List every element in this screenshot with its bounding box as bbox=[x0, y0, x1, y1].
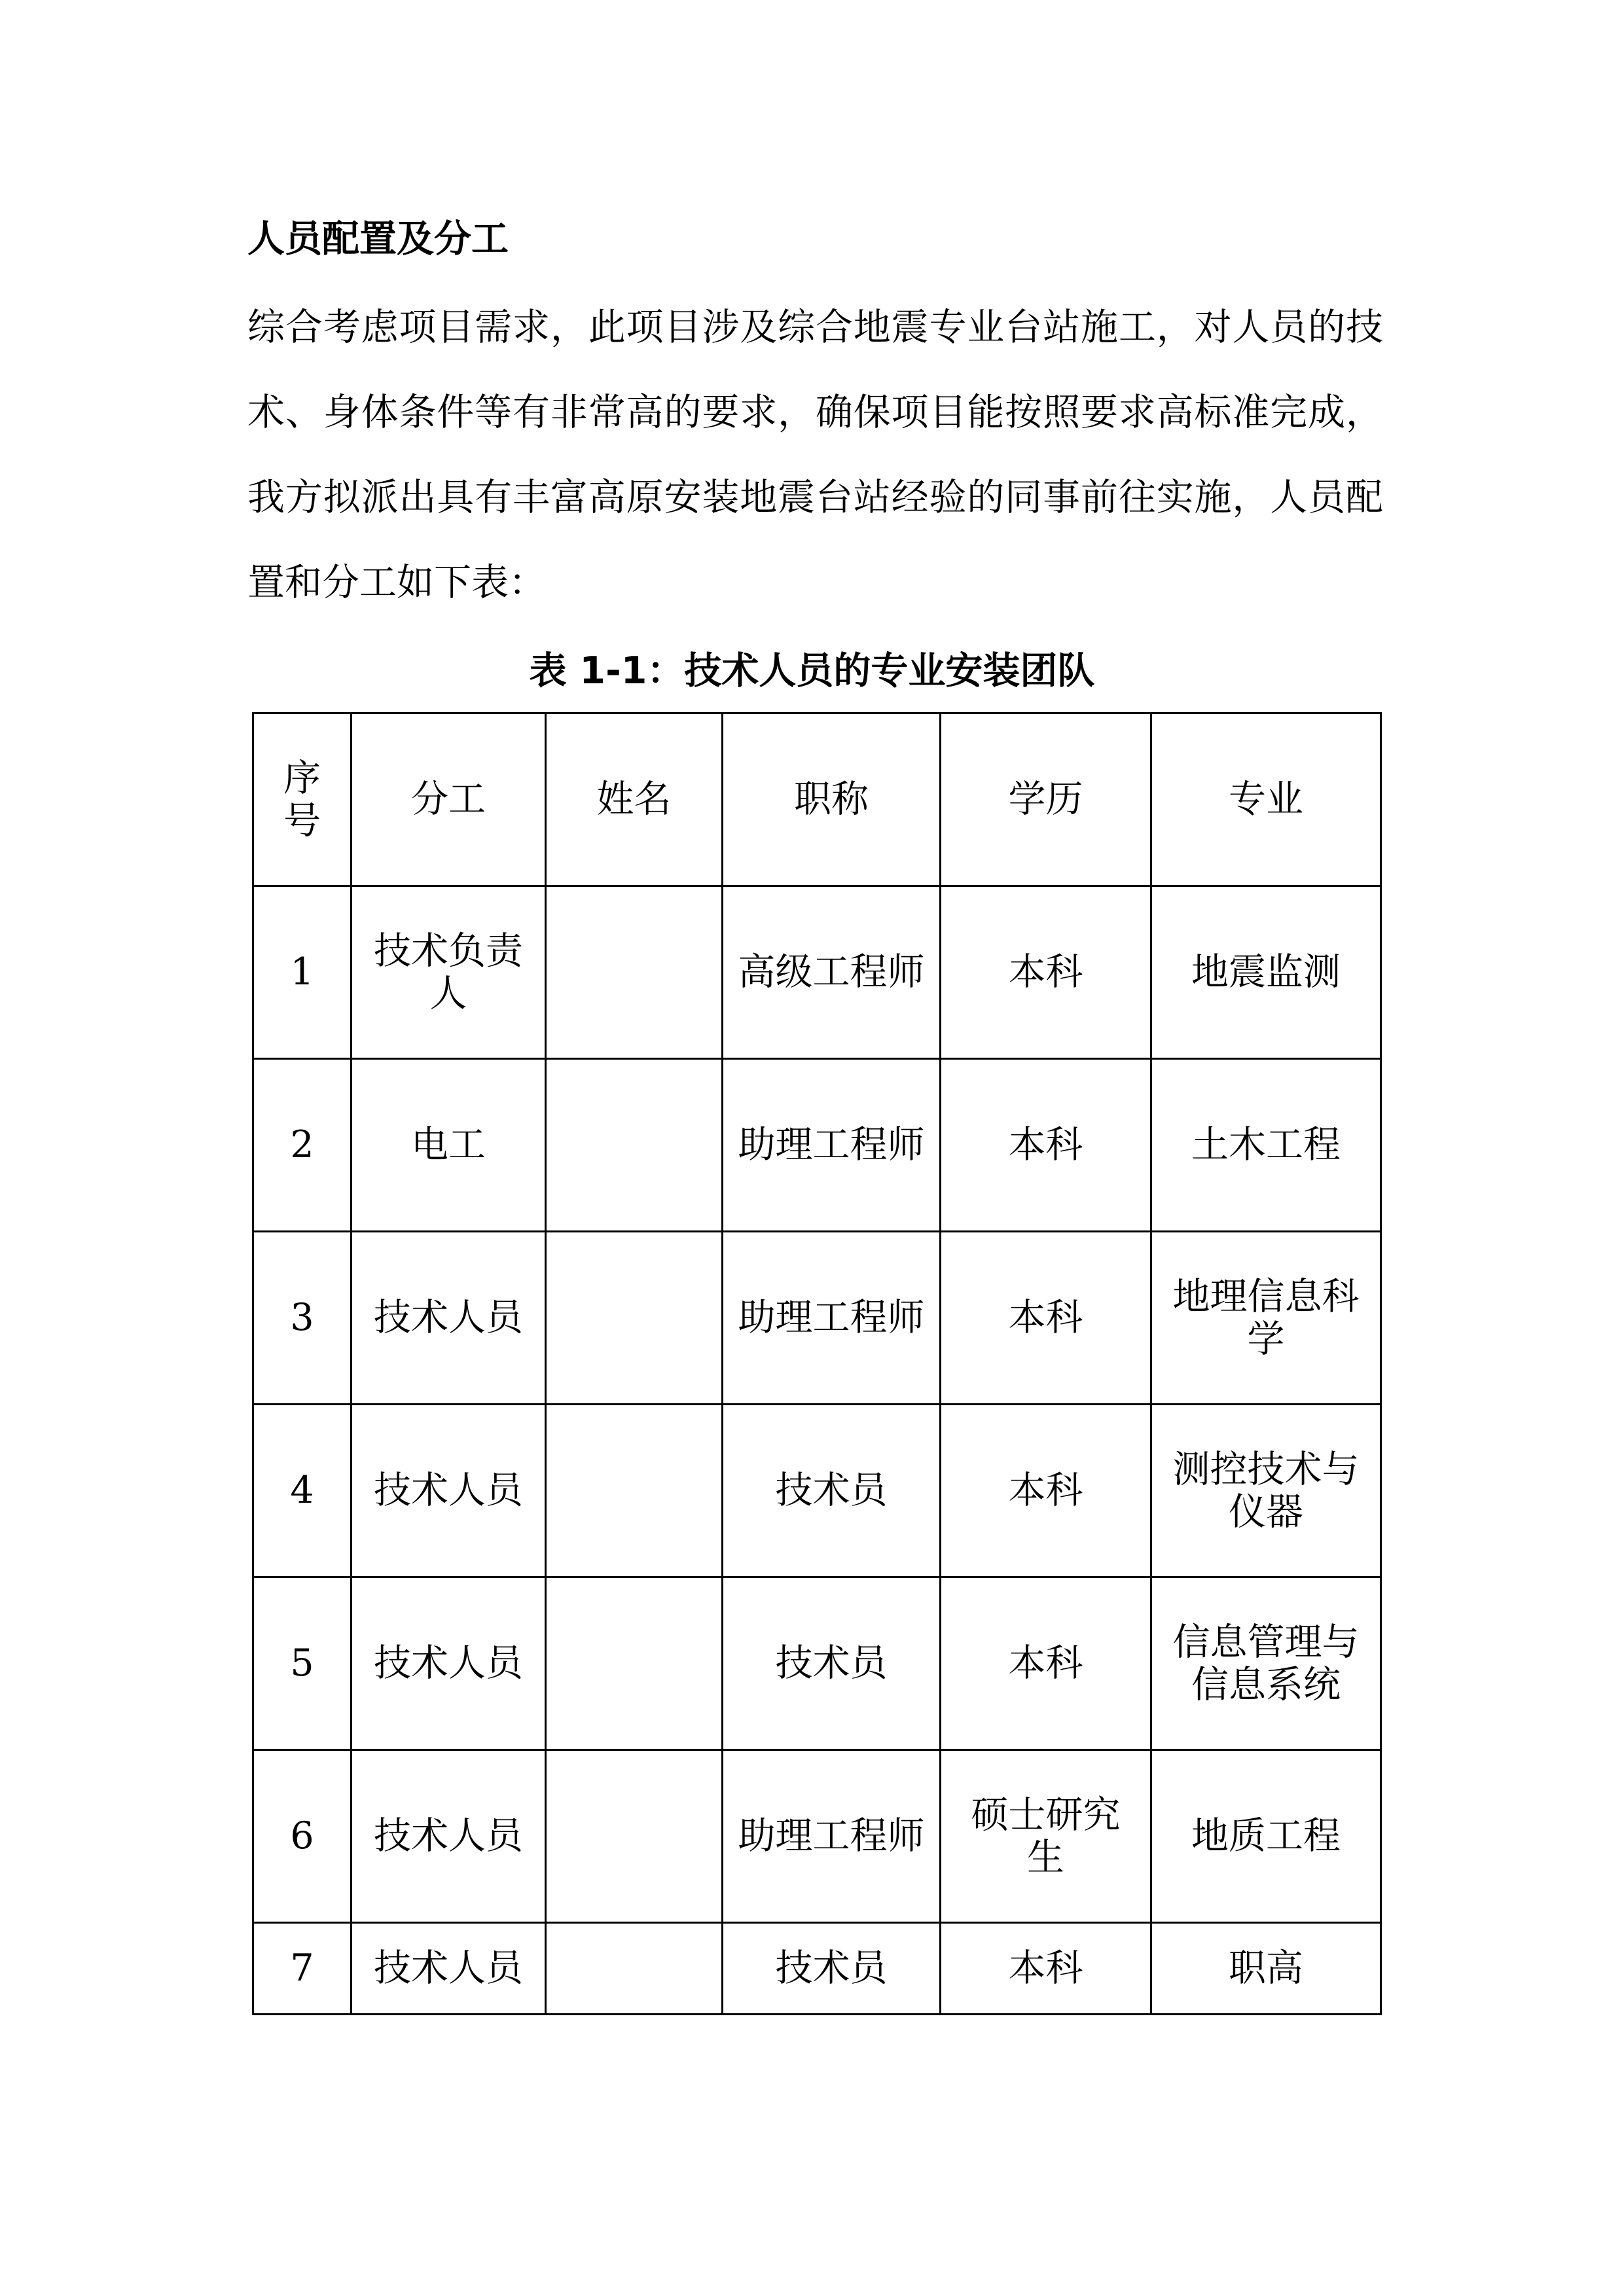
cell-major: 职高 bbox=[1151, 1923, 1381, 2015]
cell-major: 信息管理与信息系统 bbox=[1151, 1577, 1381, 1750]
cell-role: 技术人员 bbox=[352, 1577, 546, 1750]
section-heading: 人员配置及分工 bbox=[247, 217, 509, 260]
cell-index: 2 bbox=[253, 1059, 352, 1232]
header-cell-title: 职称 bbox=[723, 713, 941, 886]
cell-role: 技术人员 bbox=[352, 1405, 546, 1577]
cell-index: 6 bbox=[253, 1750, 352, 1923]
cell-major: 地震监测 bbox=[1151, 886, 1381, 1059]
cell-title: 助理工程师 bbox=[723, 1059, 941, 1232]
cell-index: 5 bbox=[253, 1577, 352, 1750]
cell-name bbox=[546, 1750, 723, 1923]
cell-name bbox=[546, 1923, 723, 2015]
table-caption: 表 1-1：技术人员的专业安装团队 bbox=[529, 649, 1095, 692]
cell-role: 技术负责人 bbox=[352, 886, 546, 1059]
cell-education: 本科 bbox=[941, 1232, 1151, 1405]
staff-table bbox=[252, 712, 1382, 2015]
cell-education: 本科 bbox=[941, 1059, 1151, 1232]
cell-education: 本科 bbox=[941, 886, 1151, 1059]
cell-role: 技术人员 bbox=[352, 1232, 546, 1405]
cell-title: 技术员 bbox=[723, 1577, 941, 1750]
cell-education: 硕士研究生 bbox=[941, 1750, 1151, 1923]
cell-education: 本科 bbox=[941, 1405, 1151, 1577]
cell-major: 地理信息科学 bbox=[1151, 1232, 1381, 1405]
cell-role: 电工 bbox=[352, 1059, 546, 1232]
header-cell-name: 姓名 bbox=[546, 713, 723, 886]
cell-index: 7 bbox=[253, 1923, 352, 2015]
cell-title: 技术员 bbox=[723, 1923, 941, 2015]
table-header-row bbox=[253, 713, 1381, 886]
cell-education: 本科 bbox=[941, 1923, 1151, 2015]
cell-major: 地质工程 bbox=[1151, 1750, 1381, 1923]
table-row bbox=[253, 1923, 1381, 2015]
cell-index: 1 bbox=[253, 886, 352, 1059]
table-row bbox=[253, 1750, 1381, 1923]
intro-paragraph: 综合考虑项目需求，此项目涉及综合地震专业台站施工，对人员的技术、身体条件等有非常高的要求，确保项目能按照要求高标准完成，我方拟派出具有丰富高原安装地震台站经验的同事前往实施，人员配置和分工如下表： bbox=[247, 306, 1383, 604]
table-row bbox=[253, 1232, 1381, 1405]
cell-education: 本科 bbox=[941, 1577, 1151, 1750]
header-cell-index: 序号 bbox=[253, 713, 352, 886]
cell-name bbox=[546, 1405, 723, 1577]
cell-title: 技术员 bbox=[723, 1405, 941, 1577]
cell-name bbox=[546, 1059, 723, 1232]
cell-name bbox=[546, 1577, 723, 1750]
table-row bbox=[253, 1577, 1381, 1750]
table-row bbox=[253, 1059, 1381, 1232]
header-cell-role: 分工 bbox=[352, 713, 546, 886]
cell-major: 测控技术与仪器 bbox=[1151, 1405, 1381, 1577]
cell-major: 土木工程 bbox=[1151, 1059, 1381, 1232]
cell-index: 3 bbox=[253, 1232, 352, 1405]
cell-role: 技术人员 bbox=[352, 1923, 546, 2015]
table-row bbox=[253, 1405, 1381, 1577]
table-row bbox=[253, 886, 1381, 1059]
cell-title: 高级工程师 bbox=[723, 886, 941, 1059]
header-cell-major: 专业 bbox=[1151, 713, 1381, 886]
header-cell-education: 学历 bbox=[941, 713, 1151, 886]
cell-role: 技术人员 bbox=[352, 1750, 546, 1923]
cell-name bbox=[546, 886, 723, 1059]
cell-title: 助理工程师 bbox=[723, 1232, 941, 1405]
cell-name bbox=[546, 1232, 723, 1405]
cell-title: 助理工程师 bbox=[723, 1750, 941, 1923]
cell-index: 4 bbox=[253, 1405, 352, 1577]
